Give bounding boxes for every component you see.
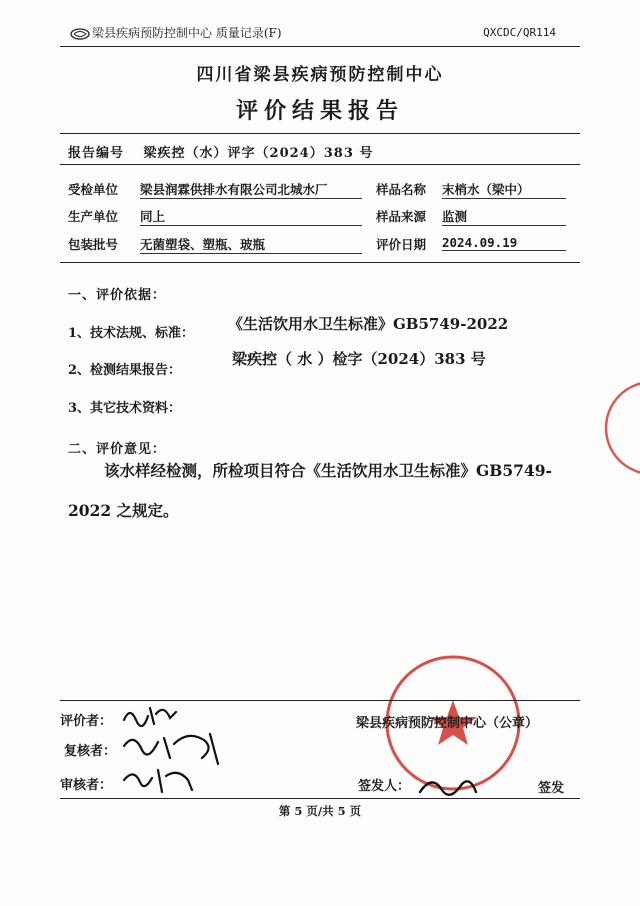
package-value: 无菌塑袋、塑瓶、玻瓶 <box>140 235 362 254</box>
issuer-signature-icon <box>414 772 484 806</box>
auditor-signature-icon <box>118 764 198 796</box>
header-divider <box>60 46 580 47</box>
opinion-line1: 该水样经检测，所检项目符合《生活饮用水卫生标准》GB5749- <box>104 461 552 480</box>
evaluator-signature-icon <box>120 700 180 730</box>
producer-label: 生产单位 <box>68 209 119 224</box>
page-number: 第 5 页/共 5 页 <box>278 804 362 818</box>
eval-date-label: 评价日期 <box>376 237 427 252</box>
partial-seal-icon <box>592 378 640 478</box>
basis-heading: 一、评价依据： <box>68 288 167 303</box>
package-label: 包装批号 <box>68 237 119 252</box>
cdc-logo-icon <box>70 28 90 40</box>
reviewer-signature-icon <box>118 728 228 768</box>
issuer-label: 签发人： <box>358 779 411 794</box>
evaluator-label: 评价者： <box>60 714 113 729</box>
producer-value: 同上 <box>140 207 362 226</box>
issued-text: 签发 <box>538 781 565 796</box>
table-mid-rule <box>60 164 580 165</box>
auditor-label: 审核者： <box>60 778 113 793</box>
eval-date-value: 2024.09.19 <box>442 235 566 251</box>
reviewer-label: 复核者： <box>64 744 117 759</box>
basis-item1-value: 《生活饮用水卫生标准》GB5749-2022 <box>228 315 509 333</box>
doc-title: 评价结果报告 <box>235 98 404 124</box>
opinion-heading: 二、评价意见： <box>68 442 167 457</box>
inspected-unit-value: 梁县润霖供排水有限公司北城水厂 <box>140 180 362 199</box>
table-bottom-rule <box>60 262 580 263</box>
table-top-rule <box>60 133 580 134</box>
sample-name-label: 样品名称 <box>376 182 427 197</box>
sample-source-label: 样品来源 <box>376 209 427 224</box>
sample-name-value: 末梢水（梁中） <box>442 180 566 199</box>
header-left-text: 梁县疾病预防控制中心 质量记录(F) <box>92 26 282 40</box>
sample-source-value: 监测 <box>442 207 566 226</box>
org-title: 四川省梁县疾病预防控制中心 <box>196 65 444 85</box>
basis-item1-label: 1、技术法规、标准： <box>68 326 195 341</box>
basis-item2-label: 2、检测结果报告： <box>68 363 182 378</box>
org-seal-text: 梁县疾病预防控制中心（公章） <box>356 716 539 731</box>
opinion-line2: 2022 之规定。 <box>68 501 179 520</box>
report-number-label: 报告编号 <box>68 146 125 161</box>
signature-bottom-rule <box>60 798 580 799</box>
basis-item3-label: 3、其它技术资料： <box>68 401 182 416</box>
report-number <box>68 142 373 161</box>
report-number-value: 梁疾控（水）评字（2024）383 号 <box>143 146 374 161</box>
header-left <box>70 24 282 41</box>
inspected-unit-label: 受检单位 <box>68 182 119 197</box>
basis-item2-value: 梁疾控（ 水 ）检字（2024）383 号 <box>232 350 486 368</box>
header-code: QXCDC/QR114 <box>483 26 556 39</box>
